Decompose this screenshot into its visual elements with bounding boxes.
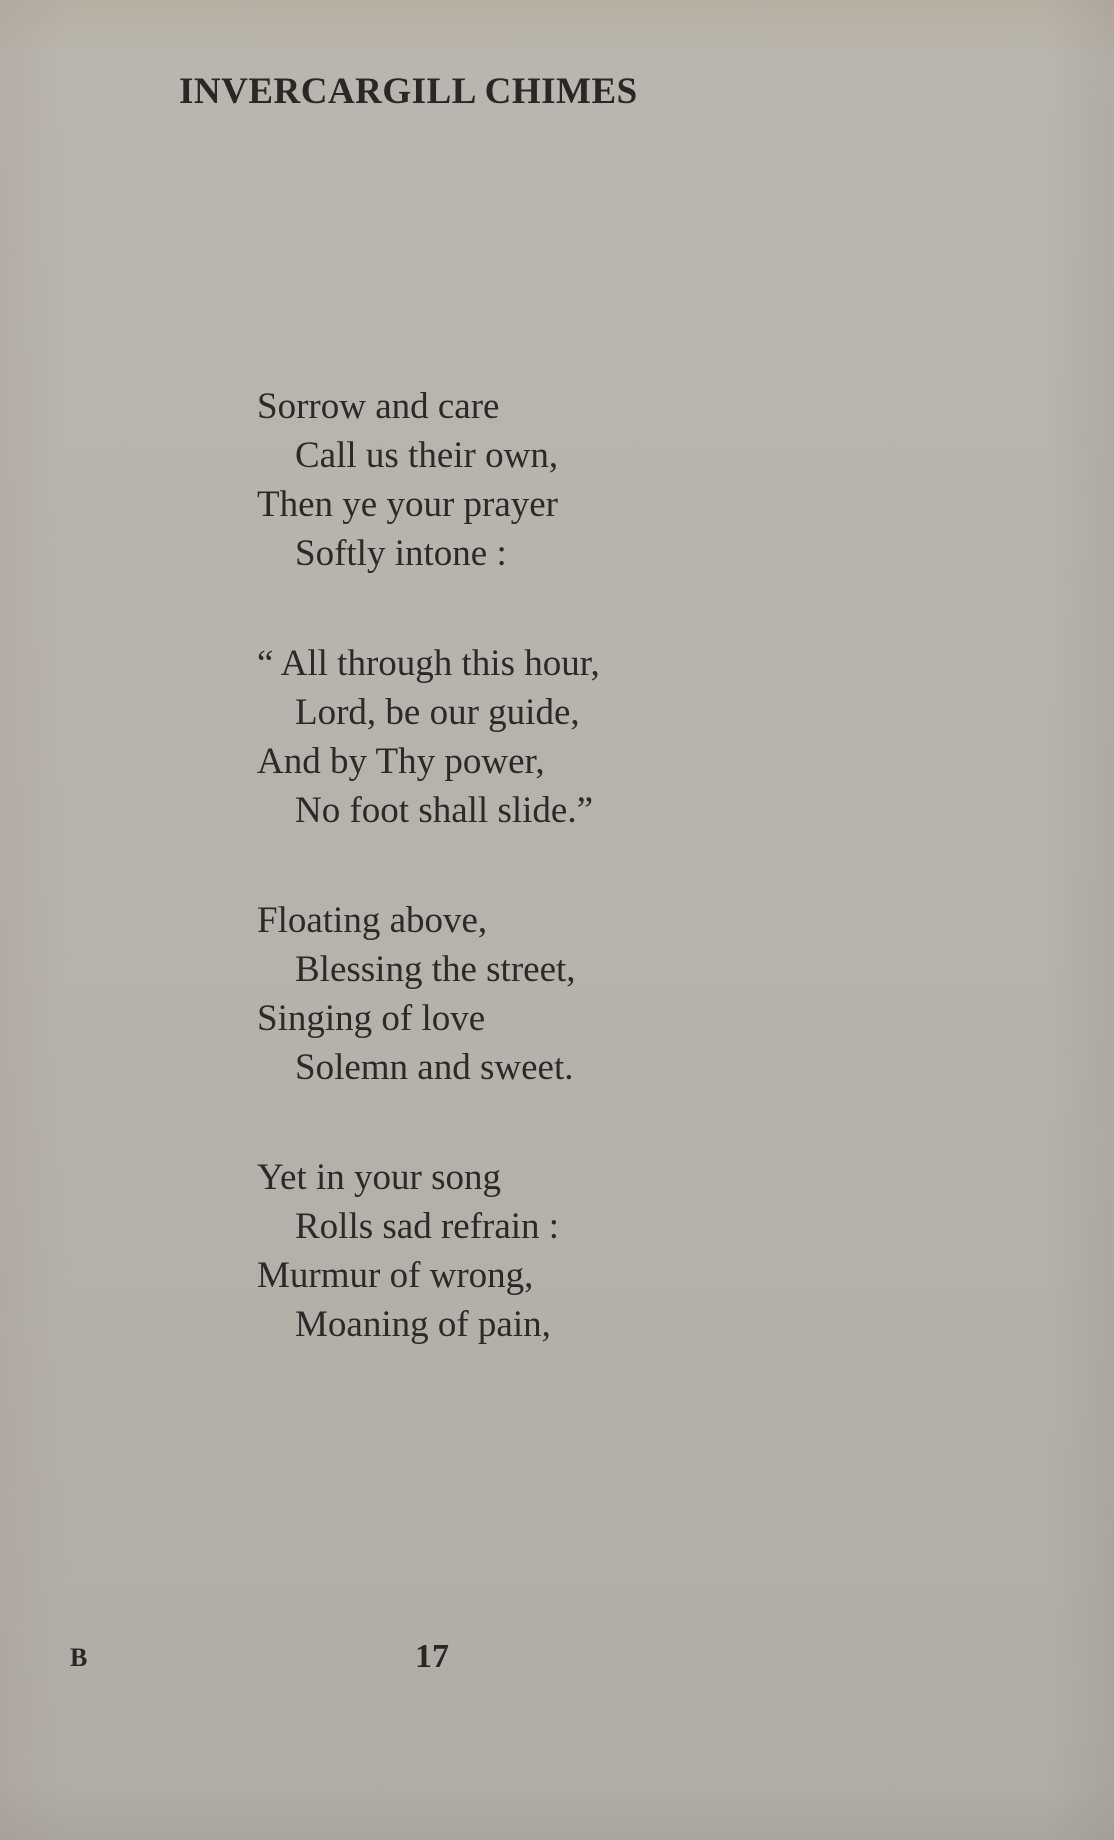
poem-line: And by Thy power,	[257, 741, 545, 782]
poem-line: Lord, be our guide,	[295, 692, 580, 733]
poem-body	[257, 382, 957, 1410]
stanza	[257, 382, 957, 578]
poem-line: Murmur of wrong,	[257, 1255, 534, 1296]
poem-line: No foot shall slide.”	[295, 790, 594, 831]
stanza	[257, 896, 957, 1092]
stanza	[257, 639, 957, 835]
stanza	[257, 1153, 957, 1349]
poem-line: Singing of love	[257, 998, 486, 1039]
running-title: INVERCARGILL CHIMES	[179, 71, 638, 112]
page-number: 17	[415, 1638, 449, 1675]
poem-line: Moaning of pain,	[295, 1304, 551, 1345]
poem-line: Rolls sad refrain :	[295, 1206, 560, 1247]
poem-line: Sorrow and care	[257, 386, 500, 427]
poem-line: Call us their own,	[295, 435, 559, 476]
poem-line: Blessing the street,	[295, 949, 576, 990]
poem-line: Solemn and sweet.	[295, 1047, 574, 1088]
poem-line: Floating above,	[257, 900, 488, 941]
poem-line: “ All through this hour,	[257, 643, 600, 684]
poem-line: Then ye your prayer	[257, 484, 559, 525]
poem-line: Yet in your song	[257, 1157, 501, 1198]
poem-line: Softly intone :	[295, 533, 507, 574]
signature-mark: B	[70, 1643, 88, 1672]
